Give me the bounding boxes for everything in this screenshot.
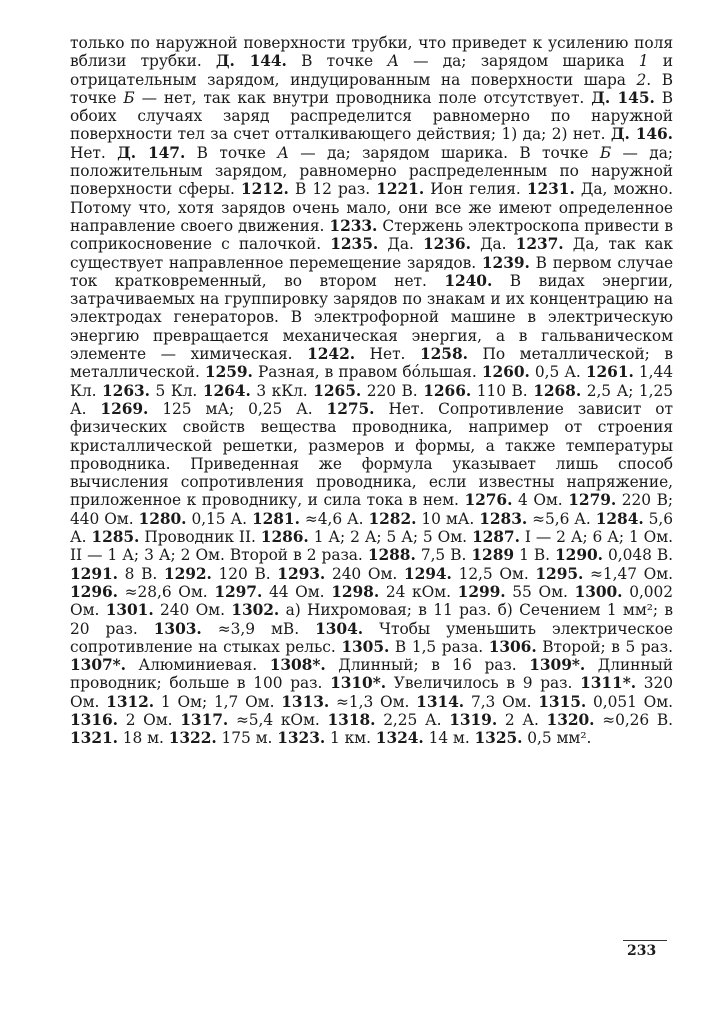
answer-number: 1286. bbox=[260, 528, 309, 547]
answer-text: А bbox=[277, 143, 289, 162]
answer-number: 1268. bbox=[533, 381, 582, 400]
answer-text: 1,44 Кл. bbox=[70, 363, 673, 400]
answer-text: 110 В. bbox=[471, 381, 534, 400]
answer-text: — да; зарядом шарика bbox=[398, 52, 639, 71]
answer-text: Б bbox=[123, 88, 135, 107]
answer-text: 4 Ом. bbox=[512, 491, 569, 510]
answer-text: 3 кКл. bbox=[250, 381, 314, 400]
answers-text bbox=[70, 34, 673, 748]
answer-text: В обоих случаях заряд распределится равномерно по наружной поверхности тел за счет отталкивающего действия; 1) да; 2) нет. bbox=[70, 88, 674, 144]
answer-number: 1259. bbox=[204, 363, 253, 382]
answer-number: 1309*. bbox=[529, 656, 586, 675]
answer-text: 220 В. bbox=[361, 381, 424, 400]
answer-text: и отрицательным зарядом, индуцированным на поверхности шара bbox=[70, 52, 673, 89]
answer-number: 1284. bbox=[595, 509, 644, 528]
answer-text: 240 Ом. bbox=[325, 564, 404, 583]
answer-number: 1236. bbox=[422, 235, 471, 254]
answer-text: В точке bbox=[185, 143, 278, 162]
answer-text: ≈5,6 А. bbox=[527, 509, 596, 528]
answer-text: Разная, в правом бо́льшая. bbox=[252, 363, 482, 382]
answer-number: 1296. bbox=[70, 582, 118, 601]
answer-text: 1 А; 2 А; 5 А; 5 Ом. bbox=[308, 528, 472, 547]
answer-text: 5 Кл. bbox=[149, 381, 203, 400]
answer-number: 1295. bbox=[535, 564, 584, 583]
page-number: 233 bbox=[627, 943, 657, 959]
answer-text: Ион гелия. bbox=[424, 180, 527, 199]
answer-number: 1292. bbox=[163, 564, 212, 583]
answer-number: 1322. bbox=[168, 729, 217, 748]
answer-text: Нет. bbox=[355, 345, 420, 364]
answer-text: Нет. Сопротивление зависит от физических свойств вещества проводника, например от строения кристаллической решетки, размеров и формы, а также температуры проводника. Приведенная же формула указывает лишь способ вычисления сопротивления проводника, если известны напряжение, приложенное к проводнику, и сила тока в нем. bbox=[70, 399, 673, 510]
answer-number: 1261. bbox=[585, 363, 634, 382]
answer-number: 1317. bbox=[180, 710, 229, 729]
answer-number: 1314. bbox=[416, 692, 465, 711]
answer-number: 1299. bbox=[457, 582, 506, 601]
answer-number: Д. 144. bbox=[215, 52, 287, 71]
answer-text: Стержень электроскопа привести в соприкосновение с палочкой. bbox=[70, 216, 673, 254]
answer-text: . В точке bbox=[70, 70, 673, 107]
answer-text: 0,051 Ом. bbox=[586, 692, 673, 711]
answer-number: 1316. bbox=[70, 710, 118, 729]
answer-text: — да; положительным зарядом, равномерно распределенным по наружной поверхности сферы. bbox=[70, 143, 673, 199]
answer-number: 1318. bbox=[327, 710, 376, 729]
answer-number: 1231. bbox=[526, 180, 575, 199]
answer-number: 1320. bbox=[546, 710, 595, 729]
answer-number: 1289 bbox=[471, 546, 515, 565]
answer-number: 1258. bbox=[419, 345, 468, 364]
answer-number: 1263. bbox=[102, 381, 150, 400]
answer-number: 1283. bbox=[479, 509, 528, 528]
answer-number: 1265. bbox=[313, 381, 362, 400]
answer-number: 1301. bbox=[105, 601, 154, 620]
answer-text: В точке bbox=[286, 52, 388, 71]
answer-text: — нет, так как внутри проводника поле отсутствует. bbox=[134, 88, 592, 107]
answer-text: 0,15 А. bbox=[186, 509, 252, 528]
answer-text: В видах энергии, затрачиваемых на группировку зарядов по знакам и их концентрацию на электродах генераторов. В электрофорной машине в электрическую энергию превращается механическая энергия, а в гальваническом элементе — химическая. bbox=[70, 271, 673, 364]
answer-text: ≈4,6 А. bbox=[299, 509, 369, 528]
answer-number: 1276. bbox=[464, 491, 513, 510]
answer-text: 55 Ом. bbox=[505, 582, 575, 601]
answer-text: Проводник II. bbox=[139, 528, 261, 547]
answer-text: 0,5 А. bbox=[529, 363, 586, 382]
answer-text: 8 В. bbox=[117, 564, 164, 583]
answer-text: Длинный; в 16 раз. bbox=[325, 656, 530, 675]
answer-number: 1307*. bbox=[70, 656, 126, 675]
answer-text: 0,048 В. bbox=[602, 546, 673, 565]
answer-text: 10 мА. bbox=[416, 509, 480, 528]
answer-number: 1280. bbox=[138, 509, 187, 528]
answer-text: Да. bbox=[470, 235, 516, 254]
answer-text: ≈28,6 Ом. bbox=[117, 582, 215, 601]
answer-number: 1313. bbox=[281, 692, 330, 711]
answer-number: 1282. bbox=[368, 509, 417, 528]
answer-number: 1302. bbox=[231, 601, 280, 620]
answer-number: Д. 145. bbox=[591, 88, 655, 107]
answer-number: 1304. bbox=[315, 619, 364, 638]
answer-text: а) Нихромовая; в 11 раз. б) Сечением 1 мм²; в 20 раз. bbox=[70, 601, 673, 638]
answer-number: 1279. bbox=[568, 491, 617, 510]
answer-number: 1298. bbox=[331, 582, 380, 601]
answer-number: 1315. bbox=[538, 692, 587, 711]
answer-text: Алюминиевая. bbox=[125, 656, 270, 675]
answer-text: 1 В. bbox=[514, 546, 556, 565]
answer-text: 7,3 Ом. bbox=[464, 692, 539, 711]
answer-text: 1 км. bbox=[325, 729, 376, 748]
answer-number: 1237. bbox=[515, 235, 564, 254]
answer-text: Б bbox=[599, 143, 612, 162]
answer-number: 1310*. bbox=[330, 674, 387, 693]
answer-text: только по наружной поверхности трубки, что приведет к усилению поля вблизи трубки. bbox=[70, 34, 673, 71]
answer-text: 44 Ом. bbox=[262, 582, 332, 601]
answer-number: 1239. bbox=[481, 253, 530, 272]
answer-text: ≈5,4 кОм. bbox=[228, 710, 328, 729]
answer-text: 120 В. bbox=[211, 564, 278, 583]
answer-text: 1 Ом; 1,7 Ом. bbox=[154, 692, 282, 711]
answer-number: 1288. bbox=[367, 546, 416, 565]
answer-number: 1319. bbox=[449, 710, 498, 729]
answer-text: Второй; в 5 раз. bbox=[536, 637, 673, 656]
answer-number: 1242. bbox=[307, 345, 356, 364]
answer-text: ≈1,3 Ом. bbox=[329, 692, 417, 711]
answer-text: ≈0,26 В. bbox=[594, 710, 673, 729]
answer-text: 320 Ом. bbox=[70, 674, 673, 711]
answer-number: 1240. bbox=[444, 271, 493, 290]
answer-text: Длинный проводник; больше в 100 раз. bbox=[70, 656, 673, 693]
answer-text: А bbox=[387, 52, 399, 71]
answer-number: 1294. bbox=[403, 564, 452, 583]
answer-text: В 12 раз. bbox=[288, 180, 377, 199]
answer-text: 0,5 мм². bbox=[522, 729, 592, 748]
answer-text: 24 кОм. bbox=[379, 582, 458, 601]
answer-number: 1323. bbox=[277, 729, 326, 748]
answer-number: 1269. bbox=[100, 399, 149, 418]
answer-text: Чтобы уменьшить электрическое сопротивление на стыках рельс. bbox=[70, 619, 673, 656]
answer-number: 1321. bbox=[70, 729, 118, 748]
answer-text: 2,25 А. bbox=[375, 710, 450, 729]
answer-text: 18 м. bbox=[117, 729, 169, 748]
answer-text: I — 2 А; 6 А; 1 Ом. II — 1 А; 3 А; 2 Ом. Второй в 2 раза. bbox=[70, 528, 673, 565]
answer-number: 1325. bbox=[474, 729, 523, 748]
answer-number: 1300. bbox=[574, 582, 623, 601]
answer-number: Д. 146. bbox=[610, 125, 673, 144]
answer-number: 1303. bbox=[153, 619, 202, 638]
answer-text: В первом случае ток кратковременный, во втором нет. bbox=[70, 253, 673, 290]
answer-number: 1312. bbox=[106, 692, 155, 711]
answer-text: 220 В; 440 Ом. bbox=[70, 491, 673, 528]
answer-number: Д. 147. bbox=[117, 143, 186, 162]
answer-text: Да. bbox=[378, 235, 423, 254]
answer-number: 1293. bbox=[277, 564, 326, 583]
answer-number: 1275. bbox=[326, 399, 375, 418]
answer-number: 1266. bbox=[423, 381, 472, 400]
footer-rule bbox=[623, 940, 667, 941]
answer-text: 14 м. bbox=[423, 729, 475, 748]
answer-number: 1285. bbox=[91, 528, 140, 547]
answer-number: 1324. bbox=[375, 729, 424, 748]
answer-number: 1297. bbox=[214, 582, 263, 601]
answer-text: 2,5 А; 1,25 А. bbox=[70, 381, 673, 418]
answer-text: ≈3,9 мВ. bbox=[201, 619, 316, 638]
answer-text: 2 А. bbox=[497, 710, 547, 729]
answer-text: 175 м. bbox=[216, 729, 278, 748]
answer-text: 1 bbox=[638, 52, 649, 71]
answer-text: Да, можно. Потому что, хотя зарядов очень мало, они все же имеют определенное направление своего движения. bbox=[70, 180, 673, 235]
answer-text: ≈1,47 Ом. bbox=[583, 564, 673, 583]
answer-text: 125 мА; 0,25 А. bbox=[148, 399, 327, 418]
answer-number: 1264. bbox=[202, 381, 251, 400]
answer-number: 1281. bbox=[251, 509, 300, 528]
answer-number: 1290. bbox=[555, 546, 603, 565]
answer-number: 1287. bbox=[471, 528, 520, 547]
answer-text: 2 Ом. bbox=[117, 710, 181, 729]
answer-text: — да; зарядом шарика. В точке bbox=[288, 143, 600, 162]
answer-text: 12,5 Ом. bbox=[451, 564, 536, 583]
answer-text: 2 bbox=[636, 70, 647, 89]
answer-number: 1212. bbox=[240, 180, 289, 199]
answer-text: 240 Ом. bbox=[153, 601, 232, 620]
answer-number: 1311*. bbox=[580, 674, 637, 693]
answer-number: 1233. bbox=[329, 216, 378, 235]
answer-text: Увеличилось в 9 раз. bbox=[386, 674, 581, 693]
answer-text: В 1,5 раза. bbox=[389, 637, 489, 656]
answer-number: 1305. bbox=[341, 637, 390, 656]
answer-text: 7,5 В. bbox=[415, 546, 472, 565]
answer-text: Нет. bbox=[70, 143, 118, 162]
answer-number: 1306. bbox=[488, 637, 537, 656]
answer-number: 1291. bbox=[70, 564, 118, 583]
answer-text: По металлической; в металлической. bbox=[70, 345, 674, 382]
answer-number: 1308*. bbox=[269, 656, 326, 675]
answer-number: 1221. bbox=[376, 180, 425, 199]
answer-number: 1235. bbox=[330, 235, 379, 254]
answer-text: 5,6 А. bbox=[70, 509, 673, 547]
answer-number: 1260. bbox=[481, 363, 530, 382]
answer-text: Да, так как существует направленное перемещение зарядов. bbox=[70, 235, 673, 272]
answer-text: 0,002 Ом. bbox=[70, 582, 674, 620]
